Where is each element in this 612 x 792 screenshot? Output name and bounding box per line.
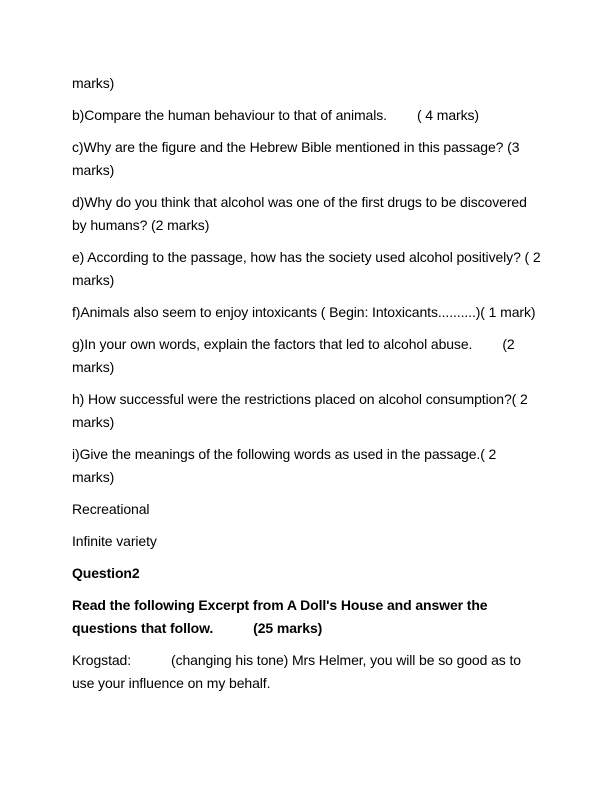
question2-instruction-marks: (25 marks) <box>253 620 323 636</box>
question-d: d)Why do you think that alcohol was one of the first drugs to be discovered by humans? (2 marks) <box>72 194 527 233</box>
question-g <box>72 333 542 379</box>
question2-instruction-text: Read the following Excerpt from A Doll's House and answer the questions that follow. <box>72 597 488 636</box>
document-page <box>72 72 542 704</box>
dialogue-text: (changing his tone) Mrs Helmer, you will be so good as to use your influence on my behalf. <box>72 652 521 691</box>
dialogue-line <box>72 649 542 695</box>
continued-marks-text: marks) <box>72 75 115 91</box>
vocab-word-recreational: Recreational <box>72 501 150 517</box>
question-g-text: g)In your own words, explain the factors that led to alcohol abuse. <box>72 336 473 352</box>
question-b-marks: ( 4 marks) <box>416 107 479 123</box>
vocab-word-infinite-variety: Infinite variety <box>72 533 157 549</box>
question-f: f)Animals also seem to enjoy intoxicants ( Begin: Intoxicants..........)( 1 mark) <box>72 304 536 320</box>
question-c: c)Why are the figure and the Hebrew Bible mentioned in this passage? (3 marks) <box>72 139 520 178</box>
question-g-marks: (2 marks) <box>72 336 515 375</box>
question-i: i)Give the meanings of the following words as used in the passage.( 2 marks) <box>72 446 497 485</box>
question-e: e) According to the passage, how has the society used alcohol positively? ( 2 marks) <box>72 249 541 288</box>
question-h: h) How successful were the restrictions placed on alcohol consumption?( 2 marks) <box>72 391 528 430</box>
dialogue-speaker: Krogstad: <box>72 652 132 668</box>
question-b-text: b)Compare the human behaviour to that of animals. <box>72 107 387 123</box>
question2-instruction <box>72 594 542 640</box>
question-b <box>72 104 542 127</box>
question2-heading: Question2 <box>72 565 140 581</box>
